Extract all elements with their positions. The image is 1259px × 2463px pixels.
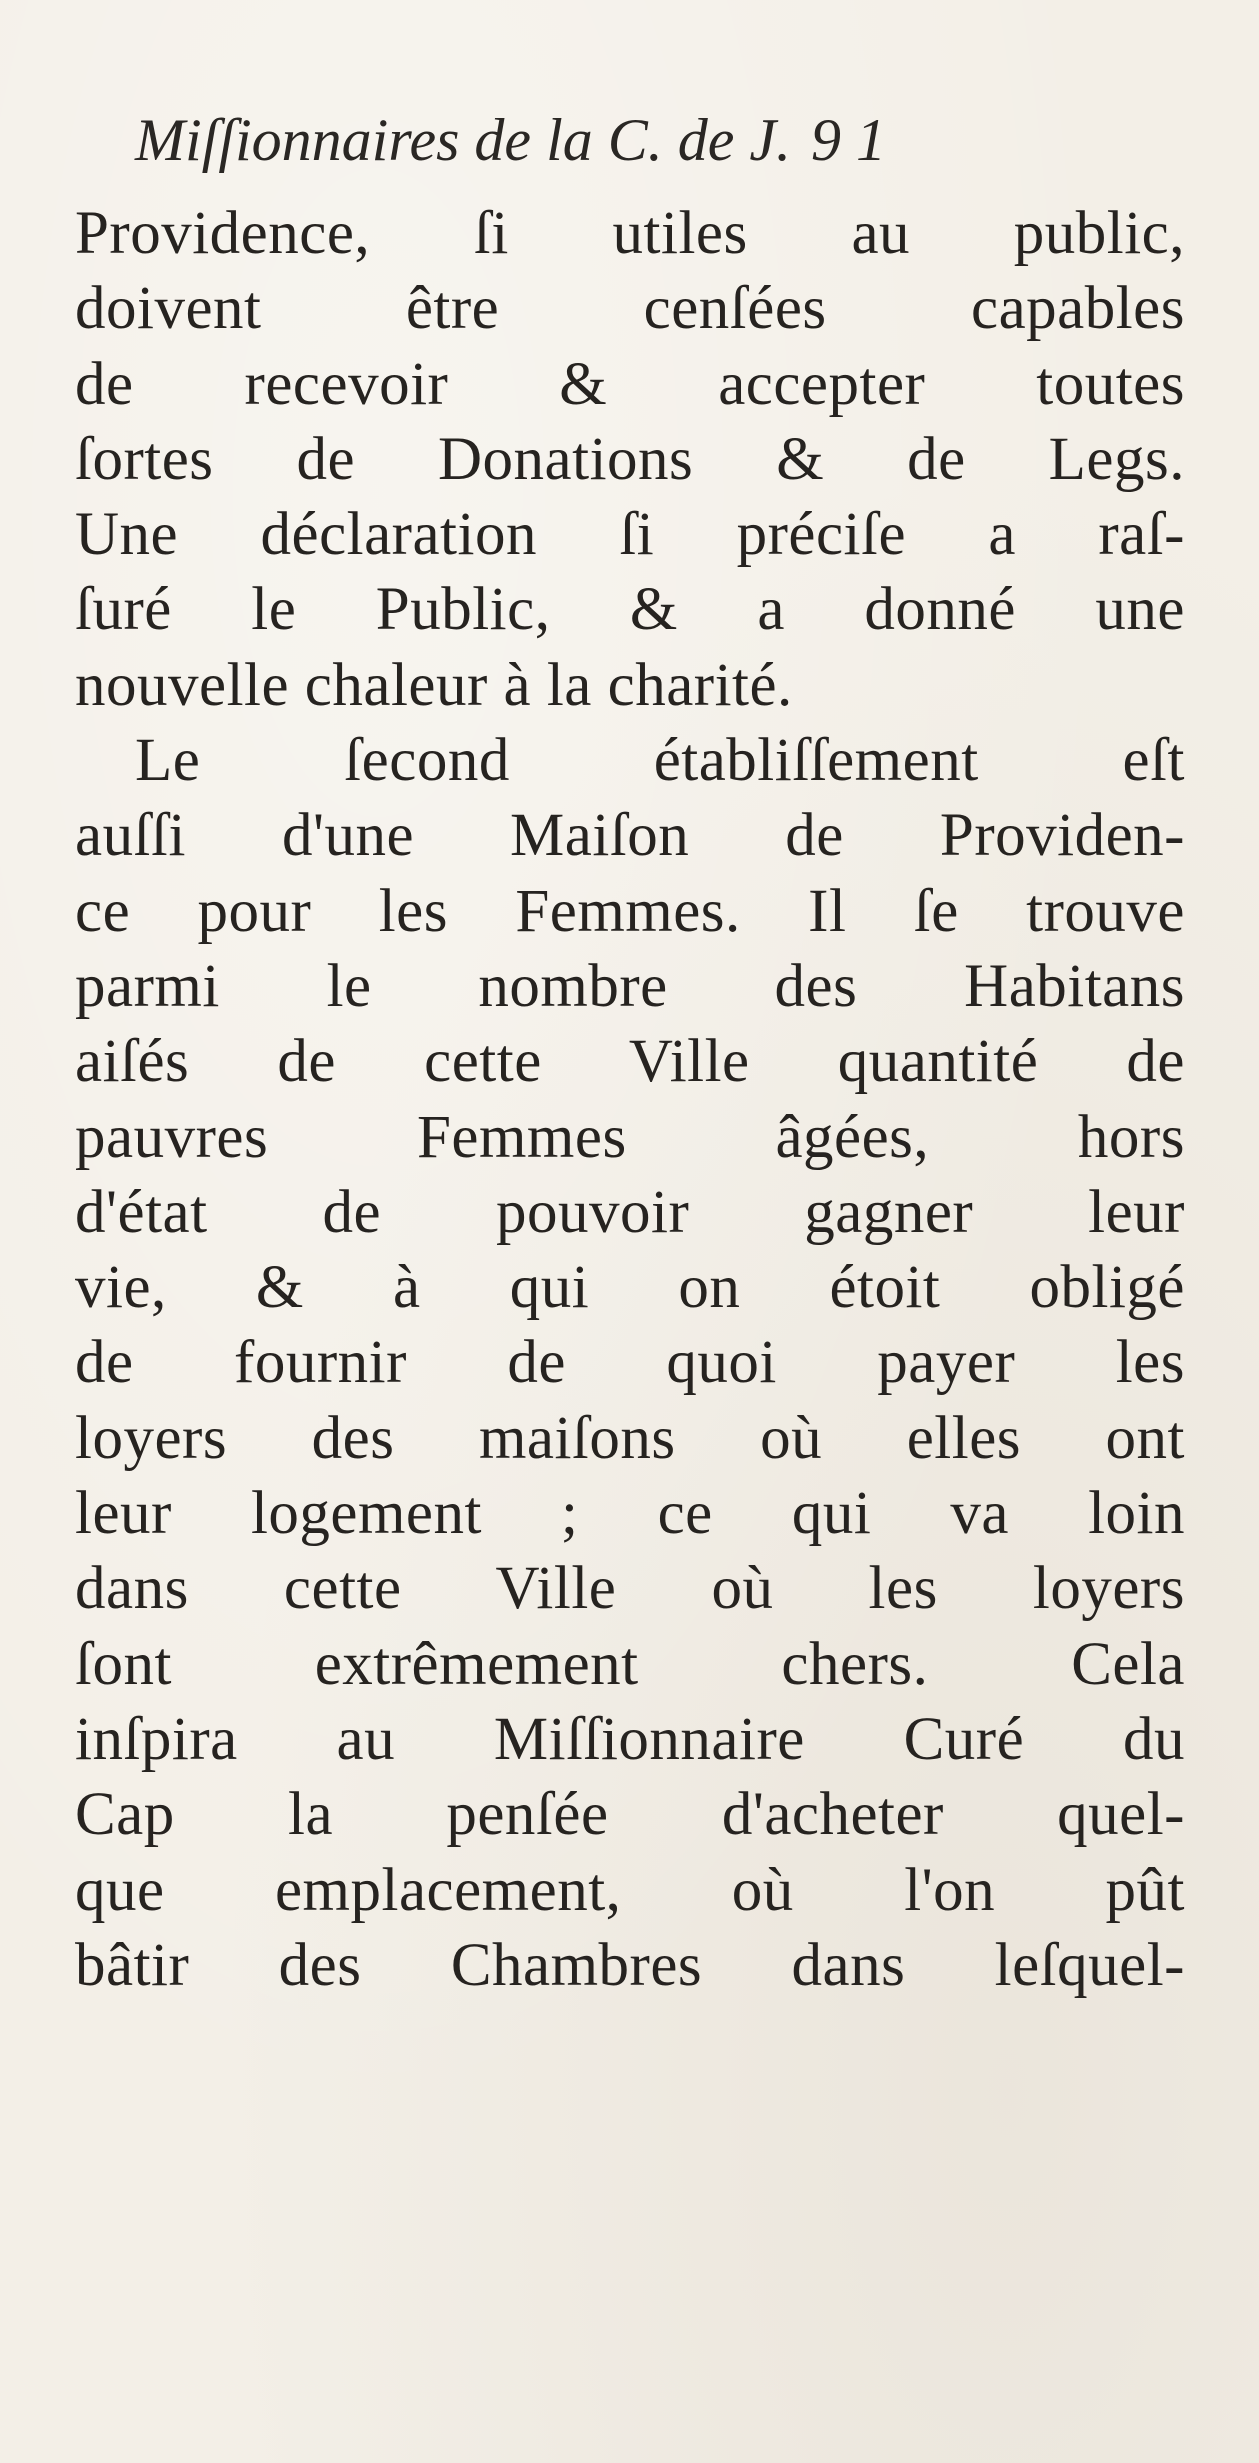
text-line: bâtir des Chambres dans leſquel- [75,1931,1185,1999]
text-line: ſont extrêmement chers. Cela [75,1630,1185,1698]
running-head [135,105,1135,175]
text-line: de fournir de quoi payer les [75,1329,1185,1397]
text-line-paragraph-start: Le ſecond établiſſement eſt [135,727,1185,795]
text-line: ſuré le Public, & a donné une [75,576,1185,644]
body-text [75,196,1185,2003]
text-line: d'état de pouvoir gagner leur [75,1178,1185,1246]
text-line: leur logement ; ce qui va loin [75,1480,1185,1548]
page-number: 9 1 [811,107,887,173]
text-line: aiſés de cette Ville quantité de [75,1028,1185,1096]
text-line: que emplacement, où l'on pût [75,1856,1185,1924]
text-line: Une déclaration ſi préciſe a raſ- [75,501,1185,569]
text-line: Providence, ſi utiles au public, [75,200,1185,267]
text-line-paragraph-end: nouvelle chaleur à la charité. [75,651,793,719]
text-line: de recevoir & accepter toutes [75,350,1185,418]
text-line: auſſi d'une Maiſon de Providen- [75,802,1185,870]
text-line: parmi le nombre des Habitans [75,952,1185,1020]
text-line: loyers des maiſons où elles ont [75,1404,1185,1472]
text-line: ſortes de Donations & de Legs. [75,425,1185,493]
text-line: dans cette Ville où les loyers [75,1555,1185,1623]
text-line: Cap la penſée d'acheter quel- [75,1781,1185,1849]
text-line: inſpira au Miſſionnaire Curé du [75,1705,1185,1773]
text-line: doivent être cenſées capables [75,275,1185,343]
text-line: pauvres Femmes âgées, hors [75,1103,1185,1171]
running-head-title: Miſſionnaires de la C. de J. [135,107,792,173]
text-line: ce pour les Femmes. Il ſe trouve [75,877,1185,945]
text-line: vie, & à qui on étoit obligé [75,1254,1185,1322]
